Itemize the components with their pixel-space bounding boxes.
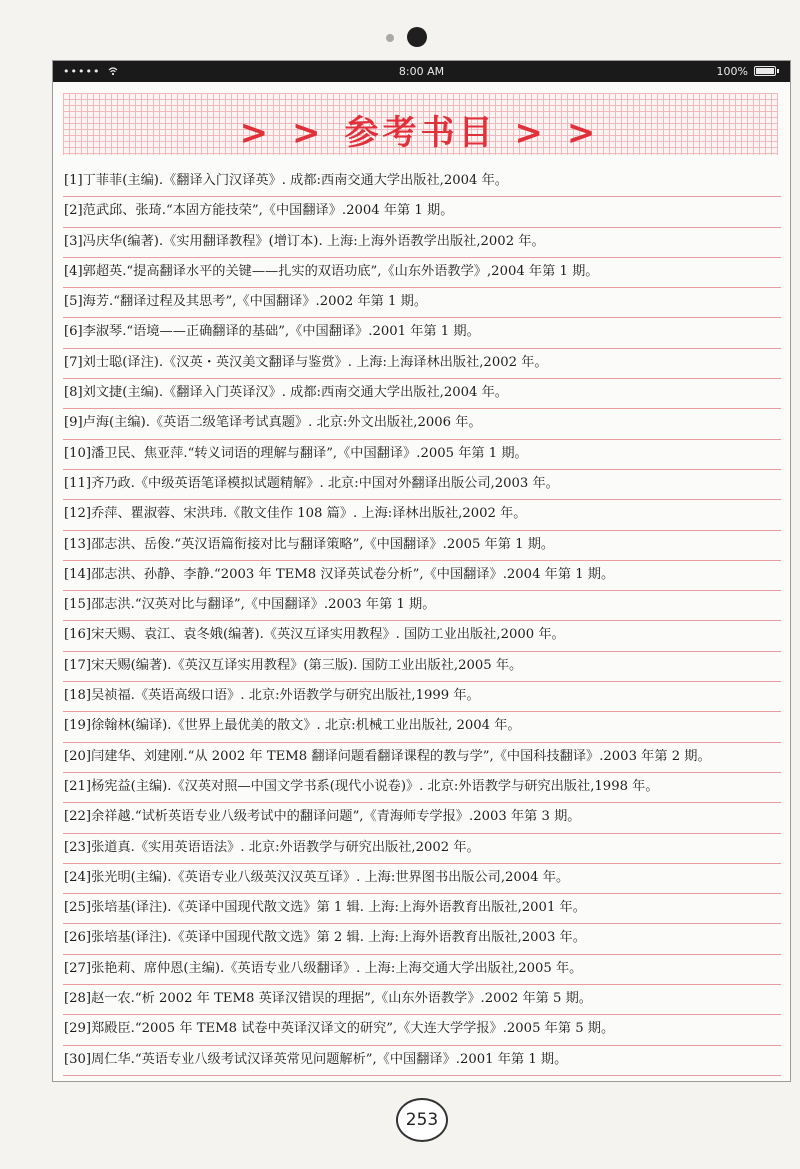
- reference-item: [11]齐乃政.《中级英语笔译模拟试题精解》. 北京:中国对外翻译出版公司,2003 年。: [63, 470, 781, 500]
- reference-item: [27]张艳莉、席仲恩(主编).《英语专业八级翻译》. 上海:上海交通大学出版社,2005 年。: [63, 955, 781, 985]
- reference-item: [12]乔萍、瞿淑蓉、宋洪玮.《散文佳作 108 篇》. 上海:译林出版社,2002 年。: [63, 500, 781, 530]
- reference-item: [26]张培基(译注).《英译中国现代散文选》第 2 辑. 上海:上海外语教育出版社,2003 年。: [63, 924, 781, 954]
- reference-item: [13]邵志洪、岳俊.“英汉语篇衔接对比与翻译策略”,《中国翻译》.2005 年第 1 期。: [63, 531, 781, 561]
- reference-item: [19]徐翰林(编译).《世界上最优美的散文》. 北京:机械工业出版社, 2004 年。: [63, 712, 781, 742]
- page-title: [63, 105, 778, 154]
- reference-item: [8]刘文捷(主编).《翻译入门英译汉》. 成都:西南交通大学出版社,2004 年。: [63, 379, 781, 409]
- reference-item: [17]宋天赐(编著).《英汉互译实用教程》(第三版). 国防工业出版社,2005 年。: [63, 652, 781, 682]
- title-label: 参考书目: [344, 113, 497, 153]
- camera-lens-dot: [407, 27, 427, 47]
- reference-item: [1]丁菲菲(主编).《翻译入门汉译英》. 成都:西南交通大学出版社,2004 年。: [63, 167, 781, 197]
- reference-item: [23]张道真.《实用英语语法》. 北京:外语教学与研究出版社,2002 年。: [63, 834, 781, 864]
- reference-item: [10]潘卫民、焦亚萍.“转义词语的理解与翻译”,《中国翻译》.2005 年第 1 期。: [63, 440, 781, 470]
- reference-item: [30]周仁华.“英语专业八级考试汉译英常见问题解析”,《中国翻译》.2001 年第 1 期。: [63, 1046, 781, 1076]
- signal-icon: •••••: [63, 65, 101, 78]
- reference-item: [29]郑殿臣.“2005 年 TEM8 试卷中英译汉译文的研究”,《大连大学学报》.2005 年第 5 期。: [63, 1015, 781, 1045]
- reference-item: [18]吴祯福.《英语高级口语》. 北京:外语教学与研究出版社,1999 年。: [63, 682, 781, 712]
- reference-item: [5]海芳.“翻译过程及其思考”,《中国翻译》.2002 年第 1 期。: [63, 288, 781, 318]
- title-arrows-right: > >: [514, 113, 602, 153]
- reference-item: [16]宋天赐、袁江、袁冬娥(编著).《英汉互译实用教程》. 国防工业出版社,2000 年。: [63, 621, 781, 651]
- reference-item: [2]范武邱、张琦.“本固方能技荣”,《中国翻译》.2004 年第 1 期。: [63, 197, 781, 227]
- battery-icon: [754, 66, 776, 76]
- status-bar: [53, 61, 790, 82]
- reference-item: [9]卢海(主编).《英语二级笔译考试真题》. 北京:外文出版社,2006 年。: [63, 409, 781, 439]
- camera-sensor-dot: [386, 34, 394, 42]
- device-screen: [52, 60, 791, 1082]
- reference-item: [6]李淑琴.“语境——正确翻译的基础”,《中国翻译》.2001 年第 1 期。: [63, 318, 781, 348]
- title-banner: [63, 93, 778, 155]
- reference-item: [24]张光明(主编).《英语专业八级英汉汉英互译》. 上海:世界图书出版公司,2004 年。: [63, 864, 781, 894]
- reference-item: [22]余祥越.“试析英语专业八级考试中的翻译问题”,《青海师专学报》.2003 年第 3 期。: [63, 803, 781, 833]
- reference-item: [28]赵一农.“析 2002 年 TEM8 英译汉错误的理据”,《山东外语教学》.2002 年第 5 期。: [63, 985, 781, 1015]
- reference-item: [25]张培基(译注).《英译中国现代散文选》第 1 辑. 上海:上海外语教育出版社,2001 年。: [63, 894, 781, 924]
- page-number: 253: [396, 1098, 448, 1142]
- reference-list: [63, 167, 781, 1076]
- reference-item: [4]郭超英.“提高翻译水平的关键——扎实的双语功底”,《山东外语教学》,2004 年第 1 期。: [63, 258, 781, 288]
- reference-item: [3]冯庆华(编著).《实用翻译教程》(增订本). 上海:上海外语教学出版社,2002 年。: [63, 228, 781, 258]
- title-arrows-left: > >: [239, 113, 327, 153]
- reference-item: [20]闫建华、刘建刚.“从 2002 年 TEM8 翻译问题看翻译课程的教与学”,《中国科技翻译》.2003 年第 2 期。: [63, 743, 781, 773]
- reference-item: [21]杨宪益(主编).《汉英对照—中国文学书系(现代小说卷)》. 北京:外语教学与研究出版社,1998 年。: [63, 773, 781, 803]
- reference-item: [7]刘士聪(译注).《汉英・英汉美文翻译与鉴赏》. 上海:上海译林出版社,2002 年。: [63, 349, 781, 379]
- battery-percent: 100%: [716, 65, 748, 78]
- clock: 8:00 AM: [398, 65, 445, 78]
- reference-item: [15]邵志洪.“汉英对比与翻译”,《中国翻译》.2003 年第 1 期。: [63, 591, 781, 621]
- reference-item: [14]邵志洪、孙静、李静.“2003 年 TEM8 汉译英试卷分析”,《中国翻译》.2004 年第 1 期。: [63, 561, 781, 591]
